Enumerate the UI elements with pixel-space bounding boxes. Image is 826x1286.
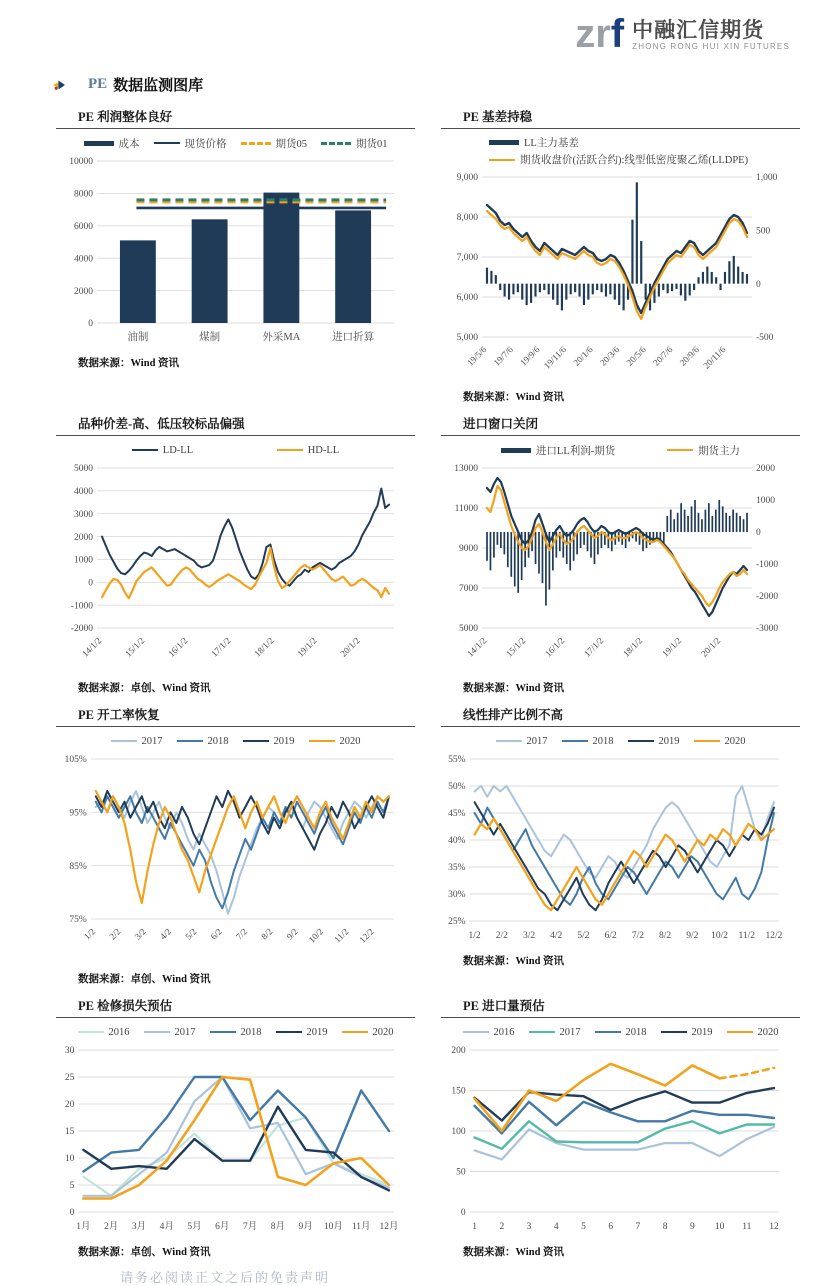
svg-text:8月: 8月 bbox=[270, 1222, 286, 1232]
svg-text:11/2: 11/2 bbox=[738, 931, 756, 941]
svg-text:7,000: 7,000 bbox=[456, 253, 478, 264]
svg-text:8: 8 bbox=[662, 1222, 668, 1232]
chart-plot bbox=[56, 458, 406, 674]
svg-text:0: 0 bbox=[460, 1208, 466, 1219]
legend-item bbox=[309, 736, 361, 747]
logo-text bbox=[632, 14, 790, 51]
svg-text:-1000: -1000 bbox=[70, 601, 93, 612]
svg-text:1,000: 1,000 bbox=[756, 173, 778, 184]
svg-text:0: 0 bbox=[69, 1208, 75, 1219]
section-bullet-icon bbox=[52, 78, 66, 92]
title-rule bbox=[56, 128, 415, 129]
svg-text:105%: 105% bbox=[64, 755, 87, 766]
svg-text:7: 7 bbox=[635, 1222, 641, 1232]
svg-text:12/2: 12/2 bbox=[765, 931, 783, 941]
page-footer bbox=[120, 1267, 826, 1286]
section-heading bbox=[52, 74, 826, 95]
svg-text:7/2: 7/2 bbox=[631, 931, 644, 941]
legend-item bbox=[111, 736, 163, 747]
svg-text:1000: 1000 bbox=[74, 555, 93, 566]
svg-text:10: 10 bbox=[714, 1222, 725, 1232]
svg-text:4: 4 bbox=[553, 1222, 559, 1232]
chart-pe-profit bbox=[56, 103, 415, 404]
svg-text:20/11/6: 20/11/6 bbox=[701, 344, 728, 371]
legend-swatch bbox=[210, 1031, 236, 1033]
legend-item bbox=[489, 152, 748, 167]
legend-item bbox=[243, 736, 295, 747]
svg-text:0: 0 bbox=[88, 319, 93, 330]
svg-text:6月: 6月 bbox=[215, 1222, 230, 1232]
chart-title: 品种价差-高、低压较标品偏强 bbox=[78, 417, 245, 431]
chart-source: 数据来源：Wind 资讯 bbox=[463, 392, 565, 403]
legend-item bbox=[277, 445, 340, 456]
svg-text:12: 12 bbox=[769, 1222, 779, 1232]
logo-zr-text: zr bbox=[575, 12, 611, 56]
svg-text:17/1/2: 17/1/2 bbox=[209, 635, 233, 659]
svg-text:4/2: 4/2 bbox=[157, 926, 174, 942]
legend-label: 2020 bbox=[372, 1026, 394, 1038]
legend-swatch bbox=[243, 740, 269, 742]
legend-label: 2016 bbox=[493, 1026, 515, 1038]
svg-text:35%: 35% bbox=[448, 863, 466, 874]
legend-item bbox=[489, 135, 579, 150]
svg-text:25%: 25% bbox=[448, 917, 466, 928]
svg-text:45%: 45% bbox=[448, 809, 466, 820]
title-rule bbox=[56, 726, 415, 727]
legend-item bbox=[177, 736, 229, 747]
legend-swatch bbox=[727, 1031, 753, 1033]
svg-text:9月: 9月 bbox=[298, 1222, 313, 1232]
legend-label: 2020 bbox=[757, 1026, 779, 1038]
chart-plot bbox=[56, 749, 406, 965]
svg-text:2: 2 bbox=[499, 1222, 505, 1232]
svg-text:-2000: -2000 bbox=[70, 624, 93, 635]
chart-title: 进口窗口关闭 bbox=[463, 417, 539, 431]
svg-text:2月: 2月 bbox=[104, 1222, 119, 1232]
legend-swatch bbox=[463, 1031, 489, 1033]
svg-text:12月: 12月 bbox=[379, 1222, 399, 1232]
svg-text:75%: 75% bbox=[69, 915, 87, 926]
chart-title: PE 利润整体良好 bbox=[78, 110, 173, 124]
svg-text:20/3/6: 20/3/6 bbox=[597, 344, 622, 368]
chart-pe-basis bbox=[441, 103, 800, 404]
svg-text:14/1/2: 14/1/2 bbox=[465, 635, 489, 659]
svg-text:20/9/6: 20/9/6 bbox=[677, 344, 702, 368]
svg-text:12/2: 12/2 bbox=[357, 926, 376, 945]
legend-swatch bbox=[501, 448, 531, 453]
svg-text:3/2: 3/2 bbox=[132, 926, 148, 942]
chart-plot bbox=[441, 749, 791, 947]
svg-text:18/1/2: 18/1/2 bbox=[252, 635, 276, 659]
svg-text:3000: 3000 bbox=[74, 509, 93, 520]
legend-item bbox=[667, 443, 740, 458]
chart-legend bbox=[489, 135, 800, 167]
legend-swatch bbox=[309, 740, 335, 742]
svg-text:-2000: -2000 bbox=[756, 592, 779, 603]
legend-swatch bbox=[144, 1031, 170, 1033]
disclaimer-text: 请务必阅读正文之后的免责声明 bbox=[120, 1270, 331, 1285]
svg-text:8/2: 8/2 bbox=[259, 926, 275, 942]
legend-swatch bbox=[661, 1031, 687, 1033]
svg-text:19/11/6: 19/11/6 bbox=[541, 344, 569, 371]
svg-text:95%: 95% bbox=[69, 808, 87, 819]
svg-text:煤制: 煤制 bbox=[199, 332, 221, 343]
legend-label: LL主力基差 bbox=[524, 138, 579, 149]
svg-text:100: 100 bbox=[451, 1127, 466, 1138]
legend-item bbox=[144, 1027, 196, 1038]
legend-swatch bbox=[694, 740, 720, 742]
legend-label: 期货收盘价(活跃合约):线型低密度聚乙烯(LLDPE) bbox=[520, 155, 749, 166]
legend-label: 2017 bbox=[559, 1026, 581, 1038]
legend-item bbox=[321, 136, 388, 151]
section-title-pe: PE bbox=[88, 76, 108, 92]
svg-text:5: 5 bbox=[69, 1181, 75, 1192]
legend-swatch bbox=[562, 740, 588, 742]
logo-mark bbox=[575, 14, 624, 54]
legend-swatch bbox=[241, 142, 271, 145]
chart-title: PE 基差持稳 bbox=[463, 110, 533, 124]
svg-text:1000: 1000 bbox=[756, 496, 775, 507]
svg-text:19/9/6: 19/9/6 bbox=[518, 344, 542, 368]
logo-f-text: f bbox=[610, 12, 625, 56]
svg-text:85%: 85% bbox=[69, 861, 87, 872]
svg-text:15/1/2: 15/1/2 bbox=[504, 635, 528, 659]
legend-item bbox=[276, 1027, 328, 1038]
legend-label: 2019 bbox=[691, 1026, 713, 1038]
svg-text:进口折算: 进口折算 bbox=[332, 332, 375, 343]
legend-swatch bbox=[321, 142, 351, 145]
svg-text:40%: 40% bbox=[448, 836, 466, 847]
legend-label: 期货主力 bbox=[698, 445, 741, 457]
legend-item bbox=[562, 736, 614, 747]
chart-source: 数据来源：卓创、Wind 资讯 bbox=[78, 683, 211, 694]
chart-source: 数据来源：Wind 资讯 bbox=[78, 358, 180, 369]
chart-plot bbox=[441, 1040, 791, 1238]
company-name-en: ZHONG RONG HUI XIN FUTURES bbox=[632, 42, 790, 51]
svg-text:9000: 9000 bbox=[459, 544, 478, 555]
legend-label: 现货价格 bbox=[184, 138, 227, 150]
legend-item bbox=[84, 136, 140, 151]
legend-swatch bbox=[496, 740, 522, 742]
chart-variety-spread bbox=[56, 410, 415, 695]
legend-swatch bbox=[667, 449, 693, 451]
svg-text:2000: 2000 bbox=[74, 532, 93, 543]
svg-text:20: 20 bbox=[64, 1100, 75, 1111]
legend-item bbox=[727, 1027, 779, 1038]
legend-label: 2019 bbox=[658, 735, 680, 747]
legend-label: 2018 bbox=[207, 735, 229, 747]
legend-item bbox=[496, 736, 548, 747]
svg-text:-1000: -1000 bbox=[756, 560, 779, 571]
title-rule bbox=[56, 1017, 415, 1018]
svg-text:6000: 6000 bbox=[74, 222, 93, 232]
company-logo bbox=[575, 14, 790, 66]
legend-label: 2018 bbox=[240, 1026, 262, 1038]
chart-title: PE 进口量预估 bbox=[463, 999, 545, 1013]
legend-swatch bbox=[277, 449, 303, 451]
svg-text:9,000: 9,000 bbox=[456, 173, 478, 184]
legend-item bbox=[78, 1027, 130, 1038]
svg-text:5: 5 bbox=[581, 1222, 586, 1232]
svg-text:1/2: 1/2 bbox=[468, 931, 481, 941]
chart-source: 数据来源：卓创、Wind 资讯 bbox=[78, 974, 211, 985]
svg-text:25: 25 bbox=[64, 1073, 75, 1084]
chart-title: PE 开工率恢复 bbox=[78, 708, 160, 722]
legend-item bbox=[132, 445, 193, 456]
svg-text:200: 200 bbox=[451, 1046, 466, 1057]
svg-text:20/1/6: 20/1/6 bbox=[571, 344, 595, 368]
svg-text:8/2: 8/2 bbox=[659, 931, 672, 941]
svg-text:20/1/2: 20/1/2 bbox=[699, 635, 723, 659]
legend-label: 2020 bbox=[339, 735, 361, 747]
legend-item bbox=[210, 1027, 262, 1038]
svg-text:50: 50 bbox=[456, 1167, 466, 1178]
chart-legend bbox=[441, 733, 800, 749]
chart-title: PE 检修损失预估 bbox=[78, 999, 173, 1013]
chart-legend bbox=[56, 135, 415, 151]
svg-text:7000: 7000 bbox=[459, 584, 478, 595]
svg-text:6/2: 6/2 bbox=[604, 931, 617, 941]
legend-swatch bbox=[78, 1031, 104, 1033]
title-rule bbox=[441, 1017, 800, 1018]
svg-text:13000: 13000 bbox=[454, 464, 478, 475]
legend-swatch bbox=[84, 141, 114, 146]
svg-text:5/2: 5/2 bbox=[577, 931, 590, 941]
legend-swatch bbox=[132, 449, 158, 451]
svg-text:11/2: 11/2 bbox=[332, 926, 351, 945]
svg-text:2/2: 2/2 bbox=[495, 931, 508, 941]
svg-text:外采MA: 外采MA bbox=[262, 332, 301, 343]
chart-title: 线性排产比例不高 bbox=[463, 708, 564, 722]
legend-label: LD-LL bbox=[162, 444, 194, 456]
svg-text:30%: 30% bbox=[448, 890, 466, 901]
company-name-cn: 中融汇信期货 bbox=[632, 18, 765, 42]
svg-text:油制: 油制 bbox=[127, 332, 149, 343]
chart-plot bbox=[441, 167, 791, 383]
svg-text:10/2: 10/2 bbox=[306, 926, 326, 945]
legend-label: 2016 bbox=[108, 1026, 130, 1038]
legend-swatch bbox=[595, 1031, 621, 1033]
legend-label: 成本 bbox=[118, 138, 140, 150]
svg-text:6/2: 6/2 bbox=[208, 926, 224, 942]
svg-text:9: 9 bbox=[689, 1222, 695, 1232]
title-rule bbox=[441, 435, 800, 436]
chart-pe-operating-rate bbox=[56, 701, 415, 986]
svg-text:19/1/2: 19/1/2 bbox=[295, 635, 319, 659]
title-rule bbox=[56, 435, 415, 436]
svg-text:20/5/6: 20/5/6 bbox=[624, 344, 648, 368]
svg-text:15/1/2: 15/1/2 bbox=[123, 635, 147, 659]
legend-label: 2020 bbox=[724, 735, 746, 747]
legend-label: 2017 bbox=[174, 1026, 196, 1038]
svg-text:3月: 3月 bbox=[131, 1222, 147, 1232]
chart-legend bbox=[56, 442, 415, 458]
legend-item bbox=[628, 736, 680, 747]
legend-swatch bbox=[489, 140, 519, 145]
chart-source: 数据来源：卓创、Wind 资讯 bbox=[78, 1247, 211, 1258]
legend-swatch bbox=[342, 1031, 368, 1033]
svg-text:19/5/6: 19/5/6 bbox=[465, 344, 489, 368]
svg-text:5/2: 5/2 bbox=[183, 926, 199, 942]
legend-item bbox=[154, 136, 227, 151]
svg-text:8000: 8000 bbox=[74, 189, 93, 200]
chart-plot bbox=[441, 458, 791, 674]
svg-text:3/2: 3/2 bbox=[522, 931, 536, 941]
svg-text:150: 150 bbox=[451, 1086, 466, 1097]
svg-text:14/1/2: 14/1/2 bbox=[80, 635, 104, 659]
svg-text:4/2: 4/2 bbox=[550, 931, 563, 941]
legend-item bbox=[241, 136, 308, 151]
svg-text:9/2: 9/2 bbox=[284, 926, 300, 942]
legend-label: 2019 bbox=[273, 735, 295, 747]
title-rule bbox=[441, 128, 800, 129]
svg-text:500: 500 bbox=[756, 226, 771, 237]
svg-text:30: 30 bbox=[64, 1046, 75, 1057]
chart-legend bbox=[56, 733, 415, 749]
svg-text:20/1/2: 20/1/2 bbox=[338, 635, 362, 659]
section-title-text: 数据监测图库 bbox=[113, 78, 204, 94]
svg-text:4000: 4000 bbox=[74, 254, 93, 265]
title-rule bbox=[441, 726, 800, 727]
svg-text:10/2: 10/2 bbox=[711, 931, 729, 941]
legend-swatch bbox=[111, 740, 137, 742]
svg-text:0: 0 bbox=[88, 578, 93, 589]
svg-text:5,000: 5,000 bbox=[456, 333, 478, 344]
svg-text:1: 1 bbox=[472, 1222, 477, 1232]
legend-label: 2018 bbox=[625, 1026, 647, 1038]
svg-text:20/7/6: 20/7/6 bbox=[651, 344, 675, 368]
legend-swatch bbox=[177, 740, 203, 742]
chart-pe-maintenance-loss bbox=[56, 992, 415, 1259]
svg-text:7月: 7月 bbox=[242, 1222, 258, 1232]
legend-label: HD-LL bbox=[307, 444, 340, 456]
legend-swatch bbox=[628, 740, 654, 742]
svg-text:55%: 55% bbox=[448, 755, 466, 766]
chart-grid bbox=[0, 99, 826, 1265]
legend-label: 期货05 bbox=[275, 138, 307, 150]
chart-source: 数据来源：Wind 资讯 bbox=[463, 956, 565, 967]
legend-label: 2017 bbox=[141, 735, 163, 747]
svg-text:16/1/2: 16/1/2 bbox=[543, 635, 567, 659]
chart-pe-import-volume bbox=[441, 992, 800, 1259]
legend-swatch bbox=[529, 1031, 555, 1033]
legend-label: 2017 bbox=[526, 735, 548, 747]
svg-text:2/2: 2/2 bbox=[107, 926, 123, 942]
svg-text:10: 10 bbox=[64, 1154, 75, 1165]
legend-label: 进口LL利润-期货 bbox=[535, 445, 616, 457]
legend-item bbox=[463, 1027, 515, 1038]
legend-swatch bbox=[489, 159, 515, 161]
svg-text:9/2: 9/2 bbox=[686, 931, 699, 941]
svg-text:18/1/2: 18/1/2 bbox=[621, 635, 645, 659]
svg-text:7/2: 7/2 bbox=[233, 926, 250, 942]
legend-swatch bbox=[154, 142, 180, 144]
svg-text:0: 0 bbox=[756, 528, 761, 539]
legend-item bbox=[529, 1027, 581, 1038]
svg-text:6,000: 6,000 bbox=[456, 293, 478, 304]
svg-text:11月: 11月 bbox=[351, 1222, 371, 1232]
svg-text:10000: 10000 bbox=[69, 157, 93, 168]
legend-item bbox=[595, 1027, 647, 1038]
chart-legend bbox=[441, 1024, 800, 1040]
legend-item bbox=[342, 1027, 394, 1038]
chart-linear-production-ratio bbox=[441, 701, 800, 986]
chart-legend bbox=[441, 442, 800, 458]
svg-text:50%: 50% bbox=[448, 782, 466, 793]
legend-label: 2018 bbox=[592, 735, 614, 747]
chart-plot bbox=[56, 1040, 406, 1238]
svg-text:3: 3 bbox=[526, 1222, 532, 1232]
svg-text:19/1/2: 19/1/2 bbox=[660, 635, 684, 659]
svg-text:6: 6 bbox=[608, 1222, 614, 1232]
svg-text:10月: 10月 bbox=[323, 1222, 343, 1232]
svg-text:5月: 5月 bbox=[187, 1222, 202, 1232]
legend-label: 2019 bbox=[306, 1026, 328, 1038]
legend-label: 期货01 bbox=[356, 138, 388, 150]
svg-text:15: 15 bbox=[64, 1127, 75, 1138]
svg-text:16/1/2: 16/1/2 bbox=[166, 635, 190, 659]
svg-text:1/2: 1/2 bbox=[82, 926, 98, 942]
legend-item bbox=[694, 736, 746, 747]
svg-text:-500: -500 bbox=[756, 333, 774, 344]
svg-text:-3000: -3000 bbox=[756, 624, 779, 635]
svg-text:8,000: 8,000 bbox=[456, 213, 478, 224]
svg-text:2000: 2000 bbox=[74, 286, 93, 297]
svg-text:11: 11 bbox=[742, 1222, 752, 1232]
chart-legend bbox=[56, 1024, 415, 1040]
legend-item bbox=[501, 443, 615, 458]
svg-text:19/7/6: 19/7/6 bbox=[491, 344, 515, 368]
svg-text:5000: 5000 bbox=[459, 624, 478, 635]
svg-text:4月: 4月 bbox=[159, 1222, 174, 1232]
svg-text:1月: 1月 bbox=[76, 1222, 91, 1232]
chart-source: 数据来源：Wind 资讯 bbox=[463, 1247, 565, 1258]
chart-import-window bbox=[441, 410, 800, 695]
svg-text:2000: 2000 bbox=[756, 464, 775, 475]
svg-text:4000: 4000 bbox=[74, 487, 93, 498]
svg-text:11000: 11000 bbox=[454, 504, 478, 515]
page-header bbox=[0, 0, 826, 66]
chart-plot bbox=[56, 151, 406, 349]
chart-source: 数据来源：Wind 资讯 bbox=[463, 683, 565, 694]
svg-text:0: 0 bbox=[756, 279, 761, 290]
legend-item bbox=[661, 1027, 713, 1038]
svg-text:5000: 5000 bbox=[74, 464, 93, 475]
legend-swatch bbox=[276, 1031, 302, 1033]
svg-text:17/1/2: 17/1/2 bbox=[582, 635, 606, 659]
